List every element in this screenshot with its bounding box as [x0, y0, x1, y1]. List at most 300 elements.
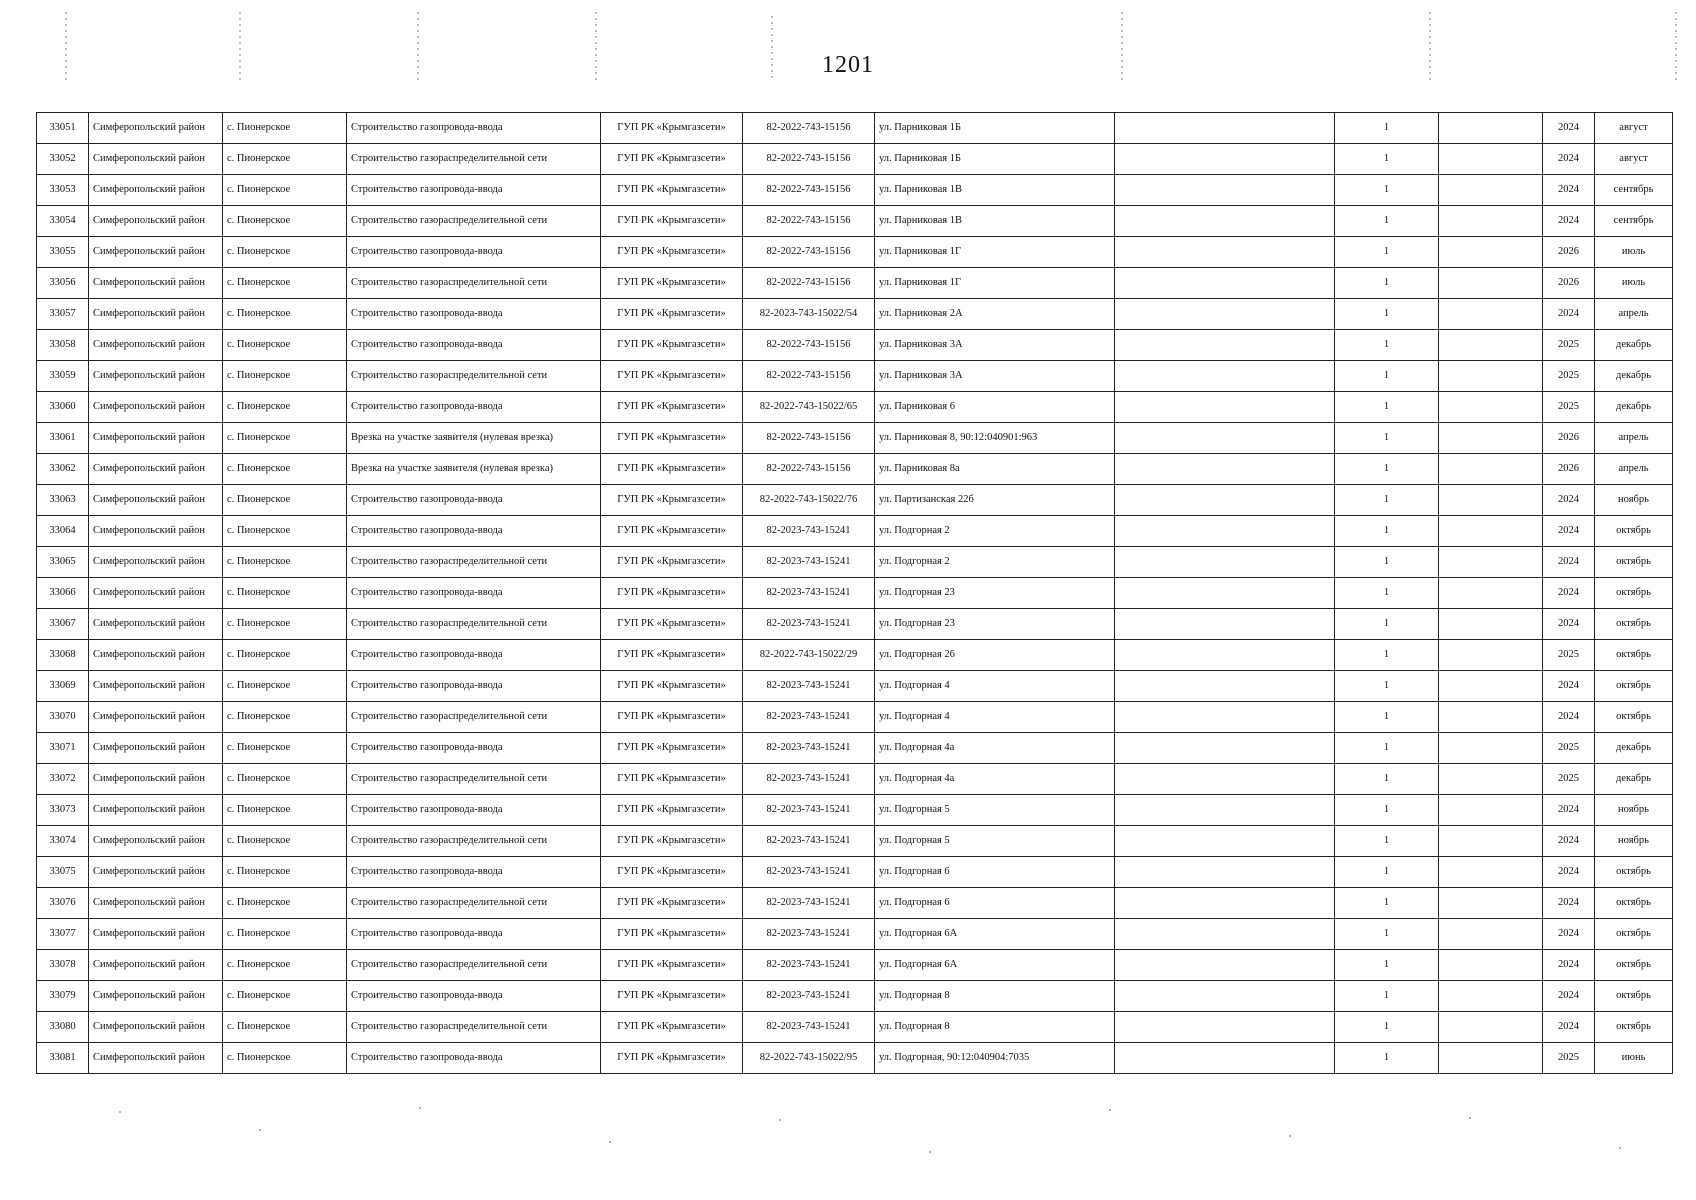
table-row — [37, 702, 1673, 733]
row-number: 33073 — [37, 795, 89, 826]
empty-cell — [1439, 826, 1543, 857]
table-row — [37, 516, 1673, 547]
organization-cell: ГУП РК «Крымгазсети» — [601, 485, 743, 516]
work-type-cell: Строительство газораспределительной сети — [347, 144, 601, 175]
address-cell: ул. Парниковая 6 — [875, 392, 1115, 423]
address-cell: ул. Подгорная, 90:12:040904:7035 — [875, 1043, 1115, 1074]
row-number: 33077 — [37, 919, 89, 950]
locality-cell: с. Пионерское — [223, 702, 347, 733]
locality-cell: с. Пионерское — [223, 330, 347, 361]
work-type-cell: Строительство газораспределительной сети — [347, 1012, 601, 1043]
address-cell: ул. Партизанская 22б — [875, 485, 1115, 516]
row-number: 33065 — [37, 547, 89, 578]
quantity-cell: 1 — [1335, 206, 1439, 237]
month-cell: декабрь — [1595, 733, 1673, 764]
quantity-cell: 1 — [1335, 392, 1439, 423]
locality-cell: с. Пионерское — [223, 547, 347, 578]
locality-cell: с. Пионерское — [223, 485, 347, 516]
month-cell: декабрь — [1595, 330, 1673, 361]
table-row — [37, 330, 1673, 361]
application-code-cell: 82-2023-743-15241 — [743, 578, 875, 609]
locality-cell: с. Пионерское — [223, 423, 347, 454]
quantity-cell: 1 — [1335, 1043, 1439, 1074]
table-row — [37, 423, 1673, 454]
row-number: 33072 — [37, 764, 89, 795]
quantity-cell: 1 — [1335, 113, 1439, 144]
quantity-cell: 1 — [1335, 361, 1439, 392]
row-number: 33052 — [37, 144, 89, 175]
table-row — [37, 733, 1673, 764]
address-cell: ул. Парниковая 1Г — [875, 268, 1115, 299]
organization-cell: ГУП РК «Крымгазсети» — [601, 454, 743, 485]
empty-cell — [1439, 392, 1543, 423]
empty-cell — [1115, 1043, 1335, 1074]
year-cell: 2024 — [1543, 175, 1595, 206]
organization-cell: ГУП РК «Крымгазсети» — [601, 144, 743, 175]
row-number: 33078 — [37, 950, 89, 981]
organization-cell: ГУП РК «Крымгазсети» — [601, 361, 743, 392]
district-cell: Симферопольский район — [89, 237, 223, 268]
locality-cell: с. Пионерское — [223, 640, 347, 671]
table-row — [37, 609, 1673, 640]
empty-cell — [1115, 361, 1335, 392]
work-type-cell: Строительство газопровода-ввода — [347, 578, 601, 609]
application-code-cell: 82-2023-743-15241 — [743, 733, 875, 764]
quantity-cell: 1 — [1335, 237, 1439, 268]
quantity-cell: 1 — [1335, 640, 1439, 671]
table-body — [37, 113, 1673, 1074]
empty-cell — [1115, 950, 1335, 981]
address-cell: ул. Парниковая 1В — [875, 206, 1115, 237]
locality-cell: с. Пионерское — [223, 206, 347, 237]
month-cell: сентябрь — [1595, 206, 1673, 237]
organization-cell: ГУП РК «Крымгазсети» — [601, 237, 743, 268]
empty-cell — [1115, 981, 1335, 1012]
table-row — [37, 547, 1673, 578]
organization-cell: ГУП РК «Крымгазсети» — [601, 299, 743, 330]
row-number: 33070 — [37, 702, 89, 733]
organization-cell: ГУП РК «Крымгазсети» — [601, 671, 743, 702]
empty-cell — [1115, 702, 1335, 733]
address-cell: ул. Подгорная 8 — [875, 1012, 1115, 1043]
application-code-cell: 82-2023-743-15241 — [743, 609, 875, 640]
address-cell: ул. Парниковая 1Б — [875, 144, 1115, 175]
empty-cell — [1115, 609, 1335, 640]
month-cell: ноябрь — [1595, 485, 1673, 516]
empty-cell — [1439, 454, 1543, 485]
month-cell: август — [1595, 113, 1673, 144]
empty-cell — [1115, 919, 1335, 950]
empty-cell — [1439, 640, 1543, 671]
table-row — [37, 175, 1673, 206]
table-row — [37, 144, 1673, 175]
address-cell: ул. Парниковая 1В — [875, 175, 1115, 206]
quantity-cell: 1 — [1335, 888, 1439, 919]
row-number: 33058 — [37, 330, 89, 361]
table-row — [37, 113, 1673, 144]
address-cell: ул. Подгорная 5 — [875, 795, 1115, 826]
district-cell: Симферопольский район — [89, 299, 223, 330]
district-cell: Симферопольский район — [89, 113, 223, 144]
work-type-cell: Строительство газопровода-ввода — [347, 640, 601, 671]
application-code-cell: 82-2022-743-15022/76 — [743, 485, 875, 516]
empty-cell — [1439, 175, 1543, 206]
empty-cell — [1439, 795, 1543, 826]
table-row — [37, 299, 1673, 330]
organization-cell: ГУП РК «Крымгазсети» — [601, 175, 743, 206]
address-cell: ул. Парниковая 1Б — [875, 113, 1115, 144]
application-code-cell: 82-2022-743-15022/95 — [743, 1043, 875, 1074]
month-cell: декабрь — [1595, 392, 1673, 423]
row-number: 33054 — [37, 206, 89, 237]
month-cell: апрель — [1595, 454, 1673, 485]
work-type-cell: Строительство газораспределительной сети — [347, 950, 601, 981]
application-code-cell: 82-2023-743-15241 — [743, 826, 875, 857]
district-cell: Симферопольский район — [89, 857, 223, 888]
district-cell: Симферопольский район — [89, 268, 223, 299]
empty-cell — [1439, 516, 1543, 547]
address-cell: ул. Подгорная 4 — [875, 702, 1115, 733]
work-type-cell: Строительство газораспределительной сети — [347, 702, 601, 733]
application-code-cell: 82-2023-743-15241 — [743, 950, 875, 981]
locality-cell: с. Пионерское — [223, 764, 347, 795]
work-type-cell: Строительство газораспределительной сети — [347, 764, 601, 795]
locality-cell: с. Пионерское — [223, 113, 347, 144]
empty-cell — [1439, 702, 1543, 733]
table-row — [37, 857, 1673, 888]
quantity-cell: 1 — [1335, 857, 1439, 888]
district-cell: Симферопольский район — [89, 888, 223, 919]
year-cell: 2024 — [1543, 609, 1595, 640]
address-cell: ул. Парниковая 8а — [875, 454, 1115, 485]
row-number: 33062 — [37, 454, 89, 485]
empty-cell — [1439, 888, 1543, 919]
address-cell: ул. Подгорная 5 — [875, 826, 1115, 857]
organization-cell: ГУП РК «Крымгазсети» — [601, 1012, 743, 1043]
work-type-cell: Строительство газораспределительной сети — [347, 826, 601, 857]
table-row — [37, 888, 1673, 919]
work-type-cell: Строительство газораспределительной сети — [347, 361, 601, 392]
table-row — [37, 1043, 1673, 1074]
address-cell: ул. Подгорная 6А — [875, 950, 1115, 981]
row-number: 33064 — [37, 516, 89, 547]
quantity-cell: 1 — [1335, 485, 1439, 516]
year-cell: 2024 — [1543, 1012, 1595, 1043]
row-number: 33071 — [37, 733, 89, 764]
empty-cell — [1115, 733, 1335, 764]
organization-cell: ГУП РК «Крымгазсети» — [601, 981, 743, 1012]
empty-cell — [1115, 299, 1335, 330]
organization-cell: ГУП РК «Крымгазсети» — [601, 795, 743, 826]
district-cell: Симферопольский район — [89, 795, 223, 826]
locality-cell: с. Пионерское — [223, 361, 347, 392]
address-cell: ул. Парниковая 3А — [875, 361, 1115, 392]
locality-cell: с. Пионерское — [223, 733, 347, 764]
year-cell: 2024 — [1543, 826, 1595, 857]
work-type-cell: Врезка на участке заявителя (нулевая врезка) — [347, 454, 601, 485]
organization-cell: ГУП РК «Крымгазсети» — [601, 950, 743, 981]
empty-cell — [1115, 578, 1335, 609]
quantity-cell: 1 — [1335, 795, 1439, 826]
year-cell: 2026 — [1543, 268, 1595, 299]
organization-cell: ГУП РК «Крымгазсети» — [601, 702, 743, 733]
work-type-cell: Строительство газопровода-ввода — [347, 237, 601, 268]
month-cell: ноябрь — [1595, 795, 1673, 826]
row-number: 33051 — [37, 113, 89, 144]
year-cell: 2024 — [1543, 702, 1595, 733]
work-type-cell: Врезка на участке заявителя (нулевая врезка) — [347, 423, 601, 454]
quantity-cell: 1 — [1335, 1012, 1439, 1043]
year-cell: 2025 — [1543, 330, 1595, 361]
work-type-cell: Строительство газораспределительной сети — [347, 547, 601, 578]
quantity-cell: 1 — [1335, 299, 1439, 330]
organization-cell: ГУП РК «Крымгазсети» — [601, 826, 743, 857]
empty-cell — [1115, 268, 1335, 299]
application-code-cell: 82-2022-743-15156 — [743, 361, 875, 392]
month-cell: декабрь — [1595, 361, 1673, 392]
quantity-cell: 1 — [1335, 144, 1439, 175]
quantity-cell: 1 — [1335, 454, 1439, 485]
table-row — [37, 826, 1673, 857]
empty-cell — [1115, 485, 1335, 516]
locality-cell: с. Пионерское — [223, 268, 347, 299]
table-row — [37, 764, 1673, 795]
application-code-cell: 82-2022-743-15156 — [743, 268, 875, 299]
empty-cell — [1439, 361, 1543, 392]
empty-cell — [1115, 237, 1335, 268]
month-cell: июль — [1595, 237, 1673, 268]
locality-cell: с. Пионерское — [223, 981, 347, 1012]
quantity-cell: 1 — [1335, 733, 1439, 764]
page-number: 1201 — [822, 52, 874, 78]
locality-cell: с. Пионерское — [223, 299, 347, 330]
month-cell: ноябрь — [1595, 826, 1673, 857]
organization-cell: ГУП РК «Крымгазсети» — [601, 857, 743, 888]
locality-cell: с. Пионерское — [223, 919, 347, 950]
quantity-cell: 1 — [1335, 175, 1439, 206]
quantity-cell: 1 — [1335, 826, 1439, 857]
organization-cell: ГУП РК «Крымгазсети» — [601, 609, 743, 640]
row-number: 33063 — [37, 485, 89, 516]
table-row — [37, 795, 1673, 826]
year-cell: 2024 — [1543, 950, 1595, 981]
locality-cell: с. Пионерское — [223, 516, 347, 547]
district-cell: Симферопольский район — [89, 175, 223, 206]
quantity-cell: 1 — [1335, 330, 1439, 361]
district-cell: Симферопольский район — [89, 950, 223, 981]
work-type-cell: Строительство газопровода-ввода — [347, 919, 601, 950]
district-cell: Симферопольский район — [89, 454, 223, 485]
address-cell: ул. Парниковая 2А — [875, 299, 1115, 330]
row-number: 33055 — [37, 237, 89, 268]
organization-cell: ГУП РК «Крымгазсети» — [601, 516, 743, 547]
empty-cell — [1115, 423, 1335, 454]
table-row — [37, 640, 1673, 671]
locality-cell: с. Пионерское — [223, 795, 347, 826]
address-cell: ул. Подгорная 2 — [875, 547, 1115, 578]
organization-cell: ГУП РК «Крымгазсети» — [601, 733, 743, 764]
empty-cell — [1115, 392, 1335, 423]
gas-connection-table — [36, 112, 1673, 1074]
locality-cell: с. Пионерское — [223, 857, 347, 888]
organization-cell: ГУП РК «Крымгазсети» — [601, 640, 743, 671]
year-cell: 2024 — [1543, 516, 1595, 547]
empty-cell — [1439, 981, 1543, 1012]
district-cell: Симферопольский район — [89, 361, 223, 392]
empty-cell — [1115, 144, 1335, 175]
empty-cell — [1115, 330, 1335, 361]
row-number: 33057 — [37, 299, 89, 330]
month-cell: октябрь — [1595, 981, 1673, 1012]
application-code-cell: 82-2022-743-15022/29 — [743, 640, 875, 671]
work-type-cell: Строительство газораспределительной сети — [347, 609, 601, 640]
district-cell: Симферопольский район — [89, 826, 223, 857]
empty-cell — [1439, 485, 1543, 516]
quantity-cell: 1 — [1335, 578, 1439, 609]
quantity-cell: 1 — [1335, 764, 1439, 795]
month-cell: октябрь — [1595, 640, 1673, 671]
application-code-cell: 82-2022-743-15156 — [743, 423, 875, 454]
quantity-cell: 1 — [1335, 609, 1439, 640]
empty-cell — [1115, 888, 1335, 919]
empty-cell — [1115, 113, 1335, 144]
work-type-cell: Строительство газопровода-ввода — [347, 671, 601, 702]
organization-cell: ГУП РК «Крымгазсети» — [601, 919, 743, 950]
district-cell: Симферопольский район — [89, 1043, 223, 1074]
year-cell: 2025 — [1543, 640, 1595, 671]
work-type-cell: Строительство газопровода-ввода — [347, 516, 601, 547]
table-row — [37, 1012, 1673, 1043]
table-row — [37, 361, 1673, 392]
row-number: 33074 — [37, 826, 89, 857]
empty-cell — [1115, 671, 1335, 702]
application-code-cell: 82-2023-743-15022/54 — [743, 299, 875, 330]
row-number: 33053 — [37, 175, 89, 206]
work-type-cell: Строительство газопровода-ввода — [347, 795, 601, 826]
table-row — [37, 578, 1673, 609]
work-type-cell: Строительство газопровода-ввода — [347, 733, 601, 764]
application-code-cell: 82-2022-743-15156 — [743, 175, 875, 206]
month-cell: октябрь — [1595, 950, 1673, 981]
month-cell: июль — [1595, 268, 1673, 299]
empty-cell — [1439, 299, 1543, 330]
district-cell: Симферопольский район — [89, 578, 223, 609]
year-cell: 2024 — [1543, 113, 1595, 144]
row-number: 33061 — [37, 423, 89, 454]
year-cell: 2024 — [1543, 206, 1595, 237]
application-code-cell: 82-2023-743-15241 — [743, 919, 875, 950]
application-code-cell: 82-2023-743-15241 — [743, 1012, 875, 1043]
application-code-cell: 82-2023-743-15241 — [743, 702, 875, 733]
month-cell: октябрь — [1595, 671, 1673, 702]
locality-cell: с. Пионерское — [223, 609, 347, 640]
application-code-cell: 82-2023-743-15241 — [743, 857, 875, 888]
empty-cell — [1439, 919, 1543, 950]
year-cell: 2024 — [1543, 857, 1595, 888]
work-type-cell: Строительство газопровода-ввода — [347, 175, 601, 206]
application-code-cell: 82-2022-743-15156 — [743, 237, 875, 268]
address-cell: ул. Подгорная 26 — [875, 640, 1115, 671]
organization-cell: ГУП РК «Крымгазсети» — [601, 764, 743, 795]
work-type-cell: Строительство газопровода-ввода — [347, 981, 601, 1012]
quantity-cell: 1 — [1335, 919, 1439, 950]
empty-cell — [1115, 516, 1335, 547]
empty-cell — [1439, 733, 1543, 764]
application-code-cell: 82-2023-743-15241 — [743, 547, 875, 578]
address-cell: ул. Подгорная 6 — [875, 857, 1115, 888]
month-cell: август — [1595, 144, 1673, 175]
empty-cell — [1115, 857, 1335, 888]
application-code-cell: 82-2022-743-15156 — [743, 206, 875, 237]
year-cell: 2025 — [1543, 361, 1595, 392]
address-cell: ул. Парниковая 3А — [875, 330, 1115, 361]
table-row — [37, 919, 1673, 950]
year-cell: 2024 — [1543, 578, 1595, 609]
month-cell: декабрь — [1595, 764, 1673, 795]
year-cell: 2024 — [1543, 485, 1595, 516]
empty-cell — [1115, 547, 1335, 578]
year-cell: 2024 — [1543, 888, 1595, 919]
month-cell: октябрь — [1595, 857, 1673, 888]
scan-artifacts-bottom — [0, 1090, 1696, 1180]
locality-cell: с. Пионерское — [223, 454, 347, 485]
empty-cell — [1439, 578, 1543, 609]
year-cell: 2024 — [1543, 919, 1595, 950]
year-cell: 2026 — [1543, 454, 1595, 485]
row-number: 33060 — [37, 392, 89, 423]
work-type-cell: Строительство газопровода-ввода — [347, 1043, 601, 1074]
application-code-cell: 82-2023-743-15241 — [743, 516, 875, 547]
year-cell: 2025 — [1543, 733, 1595, 764]
district-cell: Симферопольский район — [89, 919, 223, 950]
work-type-cell: Строительство газораспределительной сети — [347, 206, 601, 237]
empty-cell — [1115, 826, 1335, 857]
application-code-cell: 82-2023-743-15241 — [743, 981, 875, 1012]
row-number: 33066 — [37, 578, 89, 609]
district-cell: Симферопольский район — [89, 547, 223, 578]
row-number: 33081 — [37, 1043, 89, 1074]
empty-cell — [1439, 423, 1543, 454]
quantity-cell: 1 — [1335, 950, 1439, 981]
address-cell: ул. Подгорная 6А — [875, 919, 1115, 950]
quantity-cell: 1 — [1335, 547, 1439, 578]
address-cell: ул. Подгорная 6 — [875, 888, 1115, 919]
locality-cell: с. Пионерское — [223, 826, 347, 857]
application-code-cell: 82-2022-743-15156 — [743, 330, 875, 361]
month-cell: октябрь — [1595, 609, 1673, 640]
month-cell: июнь — [1595, 1043, 1673, 1074]
month-cell: октябрь — [1595, 516, 1673, 547]
locality-cell: с. Пионерское — [223, 950, 347, 981]
quantity-cell: 1 — [1335, 516, 1439, 547]
organization-cell: ГУП РК «Крымгазсети» — [601, 888, 743, 919]
empty-cell — [1439, 113, 1543, 144]
table-row — [37, 268, 1673, 299]
month-cell: октябрь — [1595, 888, 1673, 919]
district-cell: Симферопольский район — [89, 144, 223, 175]
application-code-cell: 82-2023-743-15241 — [743, 888, 875, 919]
application-code-cell: 82-2023-743-15241 — [743, 764, 875, 795]
table-row — [37, 485, 1673, 516]
table-row — [37, 454, 1673, 485]
address-cell: ул. Подгорная 23 — [875, 609, 1115, 640]
year-cell: 2024 — [1543, 547, 1595, 578]
row-number: 33076 — [37, 888, 89, 919]
year-cell: 2025 — [1543, 1043, 1595, 1074]
empty-cell — [1115, 640, 1335, 671]
organization-cell: ГУП РК «Крымгазсети» — [601, 392, 743, 423]
month-cell: октябрь — [1595, 578, 1673, 609]
